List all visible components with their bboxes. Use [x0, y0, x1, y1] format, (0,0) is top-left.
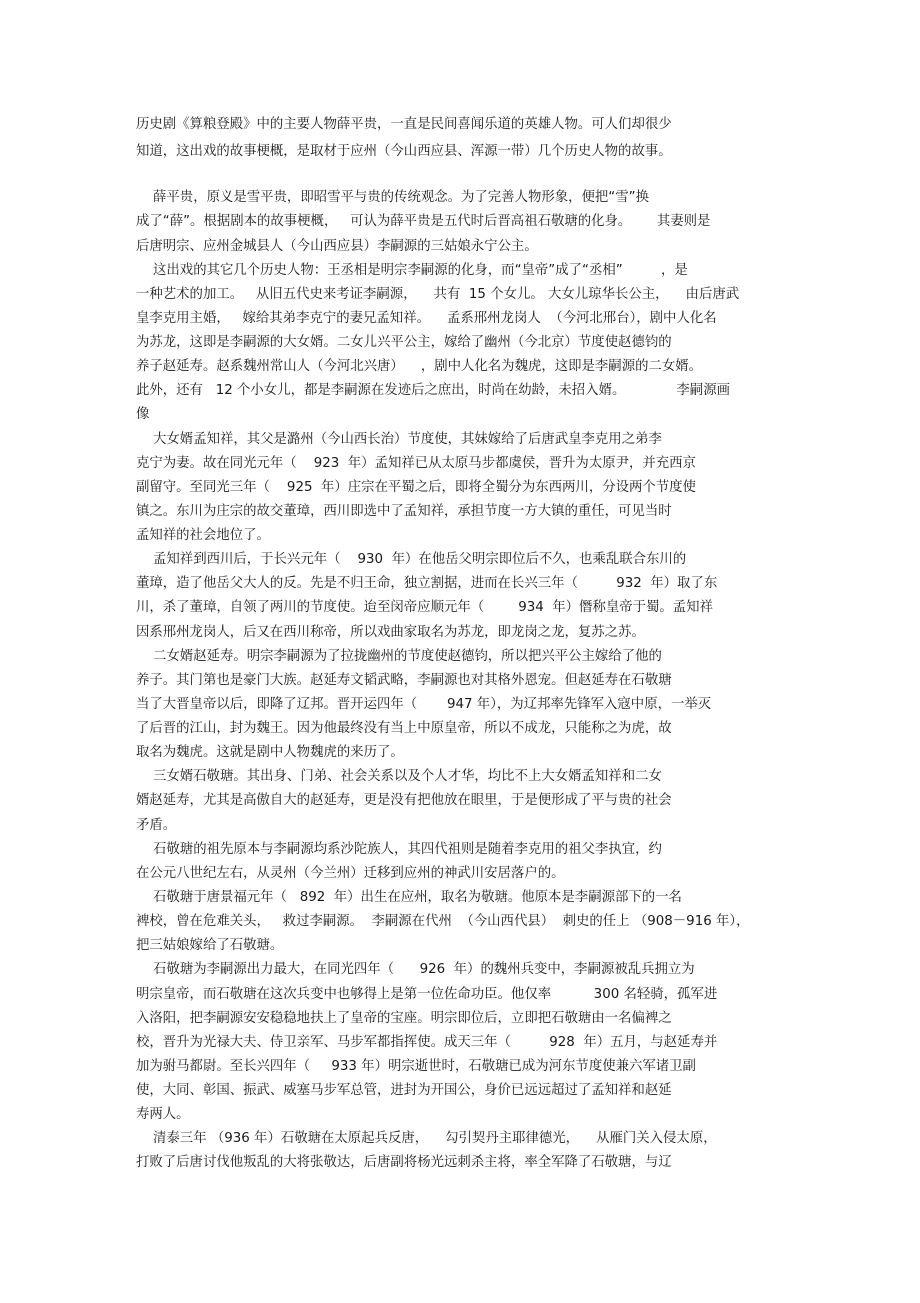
text-line: 婿赵延寿，尤其是高傲自大的赵延寿，更是没有把他放在眼里，于是便形成了平与贵的社会 — [136, 793, 672, 808]
text-line: 因系邢州龙岗人，后又在西川称帝，所以戏曲家取名为苏龙，即龙岗之龙，复苏之苏。 — [136, 625, 645, 640]
text-line: 石敬瑭的祖先原本与李嗣源均系沙陀族人，其四代祖则是随着李克用的祖父李执宜，约 — [136, 842, 662, 857]
text-line: 镇之。东川为庄宗的故交董璋，西川即选中了孟知祥，承担节度一方大镇的重任，可见当时 — [136, 504, 672, 519]
text-line: 一种艺术的加工。 从旧五代史来考证李嗣源， 共有 15 个女儿。 大女儿琼华长公主， 由后唐武 — [136, 287, 740, 302]
text-line: 把三姑娘嫁给了石敬瑭。 — [136, 938, 284, 953]
text-line: 石敬瑭于唐景福元年（ 892 年）出生在应州，取名为敬瑭。他原本是李嗣源部下的一名 — [136, 890, 682, 905]
text-line: 裨校，曾在危难关头， 救过李嗣源。 李嗣源在代州 （今山西代县） 刺史的任上 （908－916 年）， — [136, 914, 750, 929]
text-line: 三女婿石敬瑭。其出身、门弟、社会关系以及个人才华，均比不上大女婿孟知祥和二女 — [136, 769, 662, 784]
text-line: 成了“薛”。根据剧本的故事梗概， 可认为薛平贵是五代时后晋高祖石敬瑭的化身。 其妻则是 — [136, 214, 711, 229]
text-line: 川，杀了董璋，自领了两川的节度使。迨至闵帝应顺元年（ 934 年）僭称皇帝于蜀。孟知祥 — [136, 600, 713, 615]
text-line: 在公元八世纪左右，从灵州（今兰州）迁移到应州的神武川安居落户的。 — [136, 866, 565, 881]
text-line: 大女婿孟知祥，其父是潞州（今山西长治）节度使，其妹嫁给了后唐武皇李克用之弟李 — [136, 432, 662, 447]
text-line: 皇李克用主婚， 嫁给其弟李克宁的妻兄孟知祥。 孟系邢州龙岗人 （今河北邢台），剧中人化名 — [136, 311, 717, 326]
text-line: 了后晋的江山，封为魏王。因为他最终没有当上中原皇帝，所以不成龙，只能称之为虎，故 — [136, 721, 672, 736]
text-line: 为苏龙，这即是李嗣源的大女婿。二女儿兴平公主，嫁给了幽州（今北京）节度使赵德钧的 — [136, 335, 672, 350]
text-line: 孟知祥到西川后，于长兴元年（ 930 年）在他岳父明宗即位后不久，也乘乱联合东川的 — [136, 552, 687, 567]
text-line: 克宁为妻。故在同光元年（ 923 年）孟知祥已从太原马步都虞侯，晋升为太原尹，并充西京 — [136, 456, 696, 471]
text-line: 孟知祥的社会地位了。 — [136, 528, 270, 543]
text-line: 取名为魏虎。这就是剧中人物魏虎的来历了。 — [136, 745, 404, 760]
text-line: 寿两人。 — [136, 1107, 190, 1122]
text-line: 董璋，造了他岳父大人的反。先是不归王命，独立割据，进而在长兴三年（ 932 年）取了东 — [136, 576, 718, 591]
text-line: 知道，这出戏的故事梗概，是取材于应州（今山西应县、浑源一带）几个历史人物的故事。 — [136, 144, 672, 159]
text-line: 养子。其门第也是豪门大族。赵延寿文韬武略，李嗣源也对其格外恩宠。但赵延寿在石敬瑭 — [136, 673, 672, 688]
text-line: 加为驸马都尉。至长兴四年（ 933 年）明宗逝世时，石敬瑭已成为河东节度使兼六军诸卫副 — [136, 1059, 696, 1074]
text-line: 使，大同、彰国、振武、威塞马步军总管，进封为开国公，身价已远远超过了孟知祥和赵延 — [136, 1083, 672, 1098]
text-line: 副留守。至同光三年（ 925 年）庄宗在平蜀之后，即将全蜀分为东西两川，分设两个节度使 — [136, 480, 696, 495]
text-line: 二女婿赵延寿。明宗李嗣源为了拉拢幽州的节度使赵德钧，所以把兴平公主嫁给了他的 — [136, 649, 662, 664]
text-line: 校，晋升为光禄大夫、侍卫亲军、马步军都指挥使。成天三年（ 928 年）五月，与赵延寿并 — [136, 1035, 718, 1050]
text-line: 这出戏的其它几个历史人物：王丞相是明宗李嗣源的化身，而“皇帝”成了“丞相” ，是 — [136, 263, 688, 278]
text-line: 薛平贵，原义是雪平贵，即昭雪平与贵的传统观念。为了完善人物形象，便把“雪”换 — [136, 190, 649, 205]
text-line: 历史剧《算粮登殿》中的主要人物薛平贵，一直是民间喜闻乐道的英雄人物。可人们却很少 — [136, 117, 672, 132]
text-line: 石敬瑭为李嗣源出力最大，在同光四年（ 926 年）的魏州兵变中，李嗣源被乱兵拥立为 — [136, 962, 695, 977]
text-line: 打败了后唐讨伐他叛乱的大将张敬达，后唐副将杨光远刺杀主将，率全军降了石敬瑭，与辽 — [136, 1155, 672, 1170]
text-line: 清泰三年 （936 年）石敬瑭在太原起兵反唐， 勾引契丹主耶律德光， 从雁门关入侵太原， — [136, 1131, 717, 1146]
text-line: 像 — [136, 407, 150, 422]
text-line: 养子赵延寿。赵系魏州常山人（今河北兴唐） ，剧中人化名为魏虎，这即是李嗣源的二女婿。 — [136, 359, 703, 374]
text-line: 当了大晋皇帝以后，即降了辽邦。晋开运四年（ 947 年），为辽邦率先锋军入寇中原，一举灭 — [136, 697, 712, 712]
text-line: 矛盾。 — [136, 818, 177, 833]
text-line: 明宗皇帝，而石敬瑭在这次兵变中也够得上是第一位佐命功臣。他仅率 300 名轻骑，孤军进 — [136, 987, 718, 1002]
text-line: 此外，还有 12 个小女儿，都是李嗣源在发迹后之庶出，时尚在幼龄，未招入婿。 李嗣源画 — [136, 383, 730, 398]
text-line: 入洛阳，把李嗣源安安稳稳地扶上了皇帝的宝座。明宗即位后，立即把石敬瑭由一名偏裨之 — [136, 1011, 672, 1026]
text-line: 后唐明宗、应州金城县人（今山西应县）李嗣源的三姑娘永宁公主。 — [136, 239, 538, 254]
